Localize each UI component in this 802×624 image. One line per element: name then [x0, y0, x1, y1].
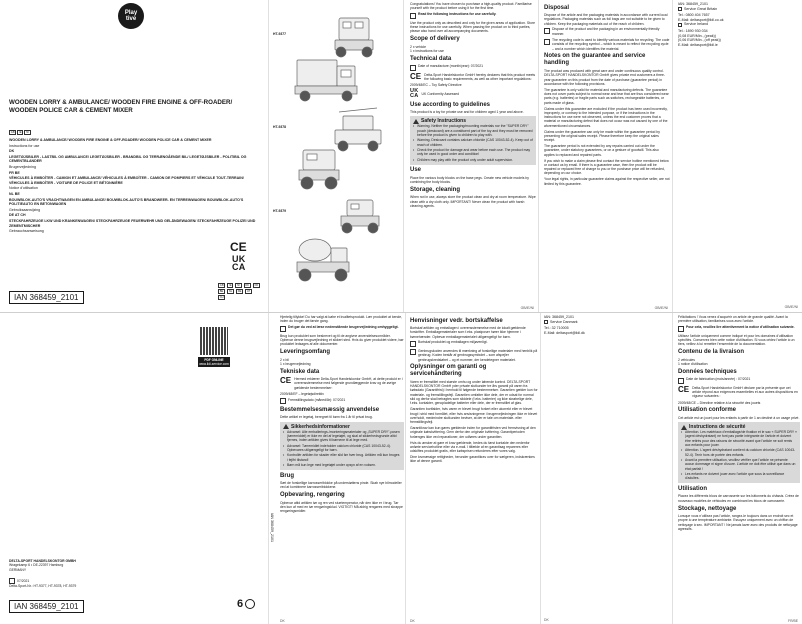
lang-badge: GB [10, 131, 15, 134]
model-label-1: HT-9377 [273, 32, 287, 36]
page-number: DK [410, 618, 415, 623]
no-under-3-icon [245, 599, 255, 609]
en-panel-3: IAN: 368459_2101 Service Great Britain Tel.: 0800 404 7657 E-Mail: deltasport@lidl.co.uk Service Ireland Tel.: 1890 930 034 (0,08 EUR/Min., (peak)) (0,06 EUR/Min., (off peak)) E-Mail: deltasport@lidl.ie GB/IE/NI [678, 2, 798, 310]
factory-icon [280, 398, 286, 404]
page-number: DK [280, 618, 285, 623]
dk-panel-1: Hjertelig tillykke! Du har valgt at købe et kvalitetsprodukt. Lær produktet at kende, inden du bruger det første gang. Det gør du ved at læse nedenstående brugervejledning omhyggeligt. Brug kun produktet som beskrevet og til de angivne anvendelsesområder. Opbevar denne brugsvejledning et sikkert sted. Hvis du giver produktet videre, bør produktet ledsages af alle dokumenter. Leveringsomfang 2 x bil 1 x brugervejledning Tekniske data CE Hermed erklærer Delta-Sport Handelskontor GmbH, at dette produkt er i overensstemmelse med følgende grundlæggende krav og de øvrige gældende bestemmelser: 2009/48/EF – legetøjsdirektiv Fremstillingsdato (måned/år): 07/2021 Bestemmelsesmæssig anvendelse Dette artikel er legetøj, beregnet til børn fra 1 år til privat brug. Sikkerhedsinformationer • Advarsel: Alle emballerings-/monteringsmaterialer og „SUPER DRY"-posen (tørremiddel) er ikke en del af legetøjet, og skal af sikkerhedsgrunde altid fjernes, inden artiklen gives til børnene til at lege med. • Advarsel: Tørremidlet indeholder calcium chloride (CAS 10043-52-4). Opbevares utilgængeligt for børn. • Kontrollér artiklen for skader eller slid før hver brug. Artiklen må kun bruges i fejlfri tilstand! • Børn må kun lege med legetøjet under opsyn af en voksen. Brug Sæt de forskellige karrosseriblokke på understøttens pinde. Skab nye bilmodeller ved at kombinere karrosseriblokkene. Opbevaring, rengøring Opbevar altid artiklen tør og ren ved stuetemperatur, når den ikke er i brug. Tør den kun af med en tør rengøringsklud. VIGTIGT! Må aldrig rengøres med skrappe rengøringsmidler. DK [280, 313, 404, 624]
model-label-3: HT-9379 [273, 209, 287, 213]
service-icon [678, 7, 682, 11]
cover-title: WOODEN LORRY & AMBULANCE/ WOODEN FIRE ENGINE & OFF-ROADER/ WOODEN POLICE CAR & CEMENT MIXER [9, 99, 233, 114]
warning-icon [283, 424, 289, 429]
cover-ian: IAN 368459_2101 [9, 291, 84, 304]
vehicle-illustrations [269, 0, 403, 312]
cover-line: NL BE [9, 191, 20, 196]
page-number: GB/IE/NI [784, 305, 798, 310]
page-number: FR/BE [788, 618, 798, 623]
cover-line: Instructions for use [9, 143, 40, 148]
lorry-illustration [295, 60, 357, 101]
ukca-mark: UK CA [232, 254, 246, 272]
fr-panel-1: Félicitations ! Vous venez d'acquérir un article de grande qualité. Avant la première utilisation, familiarisez-vous avec l'article. Pour cela, veuillez lire attentivement la notice d'utilisation suivante. Utilisez l'article uniquement comme indiqué et pour les domaines d'utilisation spécifiés. Conservez bien cette notice d'utilisation. Si vous cédez l'article à un tiers, veillez à lui remettre l'ensemble de la documentation. Contenu de la livraison 2 véhicules 1 notice d'utilisation Données techniques Date de fabrication (mois/année) : 07/2021 CE Delta-Sport Handelskontor GmbH déclare par la présente que cet article répond aux exigences essentielles et aux autres dispositions en vigueur suivantes : 2009/48/CE – Directive relative à la sécurité des jouets Utilisation conforme Cet article est un jouet pour les enfants à partir de 1 an destiné à un usage privé. Instructions de sécurité • Attention. Les matériaux d'emballage/de fixation et le sac « SUPER DRY » (agent déshydratant) ne font pas partie intégrante de l'article et doivent être retirés pour des raisons de sécurité avant que l'article ne soit remis aux enfants pour jouer. • Attention. L'agent déshydratant contient du calcium chloride (CAS 10043-52-4). Tenir hors de portée des enfants. • Avant la première utilisation, veuillez vérifier que l'article ne présente aucun dommage ni signe d'usure. L'article ne doit être utilisé que dans un état parfait ! • Les enfants ne doivent jouer avec l'article que sous la surveillance d'adultes. Utilisation Placez les différents blocs de carrosserie sur les bâtonnets du châssis. Créez de nouveaux modèles de véhicules en combinant les blocs de carrosserie. Stockage, nettoyage Lorsque vous n'utilisez pas l'article, rangez-le toujours dans un endroit sec et propre à une température ambiante. Essuyez uniquement avec un chiffon de nettoyage à sec. IMPORTANT ! Ne jamais laver avec des produits de nettoyage agressifs. FR/BE [678, 313, 800, 624]
lang-badge: NI [237, 284, 240, 287]
cover-line: WOODEN LORRY & AMBULANCE/ WOODEN FIRE ENGINE & OFF-ROADER/ WOODEN POLICE CAR & CEMENT MIXER [9, 138, 212, 142]
book-icon [280, 326, 286, 332]
language-list [9, 138, 261, 235]
page-number: GB/IE/NI [654, 305, 668, 310]
cover-line: STECKFAHRZEUGE LKW UND KRANKENWAGEN/ STECKFAHRZEUGE FEUERWEHR UND GELÄNDEWAGEN/ STECKFAHRZEUGE POLIZEI UND ZEMENTMISCHER [9, 218, 256, 228]
cover-line: Notice d'utilisation [9, 186, 38, 191]
cover-line: LEGETØJSBILER - LASTBIL OG AMBULANCE/ LEGETØJSBILER - BRANDBIL OG TERRÆNGÅENDE BIL/ LEGETØJSBILER - POLITIBIL OG CEMENTBLANDER [9, 154, 247, 164]
products-panel [269, 0, 403, 312]
ambulance-illustration [335, 18, 373, 57]
cover-line: DK [9, 149, 15, 154]
page-number: DK [544, 618, 549, 623]
recycle-icon [410, 341, 416, 347]
ce-icon: CE [410, 71, 422, 81]
back-cover-panel [0, 313, 268, 624]
cover-line: Gebrauchsanweisung [9, 229, 44, 234]
warning-icon [413, 119, 419, 124]
fire-engine-illustration [335, 108, 381, 151]
lang-badge: DK [245, 284, 249, 287]
age-warning: 6 [237, 599, 255, 609]
ce-icon: CE [280, 376, 292, 386]
brand-logo: Play tive [118, 3, 144, 29]
book-icon [410, 13, 416, 19]
lang-badge: IE [229, 284, 232, 287]
safety-box: Instructions de sécurité • Attention. Les matériaux d'emballage/de fixation et le sac « SUPER DRY » (agent déshydratant) ne font pas partie intégrante de l'article et doivent être retirés pour des raisons de sécurité avant que l'article ne soit remis aux enfants pour jouer. • Attention. L'agent déshydratant contient du calcium chloride (CAS 10043-52-4). Tenir hors de portée des enfants. • Avant la première utilisation, veuillez vérifier que l'article ne présente aucun dommage ni signe d'usure. L'article ne doit être utilisé que dans un état parfait ! • Les enfants ne doivent jouer avec l'article que sous la surveillance d'adultes. [678, 422, 800, 483]
lang-badge: AT [246, 290, 251, 293]
scope-heading: Scope of delivery [410, 36, 460, 43]
qr-code [200, 327, 228, 355]
ce-icon: CE [678, 384, 690, 394]
lang-grid [218, 283, 262, 300]
lang-badge: GB [219, 284, 224, 287]
service-icon [544, 320, 548, 324]
recycle-code-icon [410, 349, 416, 355]
en-panel-1: Congratulations! You have chosen to purchase a high-quality product. Familiarise yourself with the product before using it for the first time. Read the following instructions for use carefully. Use the product only as described and only for the given areas of application. Store these instructions for use carefully. When passing the product on to third parties, please also hand over all accompanying documents. Scope of delivery 2 x vehicle 1 x instructions for use Technical data Date of manufacture (month/year): 07/2021 CE Delta-Sport Handelskontor GmbH hereby declares that this product meets the following basic requirements, as well as other important regulations: 2009/48/EC – Toy Safety Directive UK CA UK Conformity Assessed Use according to guidelines This product is a toy for private use and for children aged 1 year and above. Safety Instructions • Warning. Neither the packaging/mounting materials nor the "SUPER DRY" pouch (desiccant) are a constituent part of the toy and they must be removed before the product is given to children to play with. • Warning. Desiccant contains calcium chloride (CAS 10043-52-4). Keep out of reach of children. • Check the product for damage and wear before each use. The product may only be used in good order and condition! • Children may play with the product only under adult supervision. Use Place the various body blocks on the base pegs. Create new vehicle models by combining the body blocks. Storage, cleaning When not in use, always store the product clean and dry at room temperature. Wipe clean with a dry cloth only. IMPORTANT! Never clean the product with harsh cleaning agents. GB/IE/NI [410, 0, 536, 312]
lang-badge: CH [219, 296, 224, 299]
cover-line: Brugervejledning [9, 164, 36, 169]
book-icon [678, 326, 684, 332]
off-roader-illustration [299, 150, 339, 189]
address: DELTA-SPORT HANDELSKONTOR GMBH Wragekamp 6 • DE-22397 Hamburg GERMANY 07/2021 Delta-Sport-Nr.: HT-9377, HT-9378, HT-9379 [9, 559, 77, 589]
ukca-icon: UK CA [410, 88, 419, 100]
warning-icon [681, 425, 687, 430]
en-panel-2: Disposal Dispose of the article and the packaging materials in accordance with current local regulations. Packaging materials such as foil bags are not suitable to be given to children. Keep the packaging materials out of the reach of children. Dispose of the product and the packaging in an environmentally friendly manner. The recycling code is used to identify various materials for recycling. The code consists of the recycling symbol – which is meant to reflect the recycling cycle – and a number which identifies the material. Notes on the guarantee and service handling The product was produced with great care and under continuous quality control. DELTA-SPORT HANDELSKONTOR GmbH gives private end customers a three-year guarantee on this product from the date of purchase (guarantee period) in accordance with the following provisions. The guarantee is only valid for material and manufacturing defects. The guarantee does not cover parts subject to normal wear and tear that are thus considered wear parts (e.g. batteries) or fragile parts such as switches, rechargeable batteries, or parts made of glass. Claims under this guarantee are excluded if the product has been used incorrectly, improperly, or contrary to the intended purpose, or if the instructions in the instructions for use were not observed, unless the end customer proves that a material or manufacturing defect that does not occur was not caused by one of the aforementioned circumstances. Claims under the guarantee can only be made within the guarantee period by presenting the original sales receipt. Please therefore keep the original sales receipt. The guarantee period is not extended by any repairs carried out under the guarantee, under statutory guarantees, or on a gesture of goodwill. This also applies to replaced and repaired parts. If you wish to make a claim please first contact the service hotline mentioned below or contact us by email. If there is a guarantee case, then the product will be repaired or replaced free of charge to you or the purchase price will be refunded, depending on our choice. Your legal rights, in particular guarantee claims against the respective seller, are not limited by this guarantee. GB/IE/NI [544, 4, 670, 310]
factory-icon [410, 65, 416, 71]
ce-mark: CE [230, 240, 247, 254]
back-ian: IAN 368459_2101 [9, 600, 84, 613]
lang-badge: BE [219, 290, 224, 293]
lang-badge: IE [19, 131, 22, 134]
model-label-2: HT-9378 [273, 125, 287, 129]
cover-line: DE AT CH [9, 213, 26, 218]
bottom-sheet [0, 312, 802, 624]
safety-box: Sikkerhedsinformationer • Advarsel: Alle emballerings-/monteringsmaterialer og „SUPER DRY"-posen (tørremiddel) er ikke en del af legetøjet, og skal af sikkerhedsgrunde altid fjernes, inden artiklen gives til børnene til at lege med. • Advarsel: Tørremidlet indeholder calcium chloride (CAS 10043-52-4). Opbevares utilgængeligt for børn. • Kontrollér artiklen for skader eller slid før hver brug. Artiklen må kun bruges i fejlfri tilstand! • Børn må kun lege med legetøjet under opsyn af en voksen. [280, 422, 404, 470]
lang-badge: DE [237, 290, 242, 293]
recycle-code-icon [544, 39, 550, 45]
dk-panel-2: Henvisninger vedr. bortskaffelse Bortskaf artiklen og emballagen i overensstemmelse med de lokalt gældende forskrifter. Emballagematerialer som f.eks. plastposer hører ikke hjemme i børnehænder. Opbevar emballagematerialet utilgængeligt for børn. Bortskaf produktet og emballagen miljøvenligt. Genbrugskoden anvendes til mærkning af forskellige materialer med henblik på genbrug. Koden består af genbrugssymbolet – som afspejler genbrugskredsløbet – og et nummer, der kendetegner materialet. Oplysninger om garanti og servicehåndtering Varen er fremstillet med største omhu og under løbende kontrol. DELTA-SPORT HANDELSKONTOR GmbH yder private slutkunder tre års garanti på varen fra købsdato (Garantifrist) i henhold til følgende bestemmelser. Garantien gælder kun for materiale- og fremstillingsfejl. Garantien omfatter ikke dele, der er udsat for normal slid og derfor skal betragtes som sliddele (f.eks. batterier) og ikke skrøbelige dele, f.eks. kontakter, genopladelige batterier eller dele, der er fremstillet af glas. Garantien bortfalder, hvis varen er blevet brugt forkert eller ukorrekt eller er blevet brugt i strid med formålet, eller hvis anvisningerne i brugervejledningen ikke er blevet overholdt, medmindre slutkunden beviser, at der er tale om materiale- eller fremstillingsfejl. Garantikrav kan kun gøres gældende inden for garantifristen ved fremvisning af den originale købskvittering. Gem derfor den originale kvittering. Garantiperioden forlænges ikke ved reparationer, der udføres under garantien. Hvis du ønsker at gøre et krav gældende, bedes du først kontakte den nedenfor anførte servicehotline eller via e-mail. I tilfælde af en garantisag repareres eller udskiftes produktet gratis, eller købsprisen refunderes efter vores valg. Dine lovmæssige rettigheder, herunder garantikrav over for sælgeren, indskrænkes ikke af denne garanti. DK [410, 317, 538, 623]
cement-mixer-illustration [297, 239, 349, 281]
cover-line: VÉHICULES À EMBOÎTER - CAMION ET AMBULANCE/ VÉHICULES À EMBOÎTER - CAMION DE POMPIERS ET VÉHICULE TOUT-TERRAIN/ VÉHICULES À EMBOÎTER - VOITURE DE POLICE ET BÉTONNIÈRE [9, 176, 244, 185]
lang-badges [9, 130, 32, 135]
cover-line: BOUWBLOK-AUTO'S VRACHTWAGEN EN AMBULANCE/ BOUWBLOK-AUTO'S BRANDWEER- EN TERREINWAGEN/ BOUWBLOK-AUTO'S POLITIEAUTO EN BETONWAGEN [9, 197, 244, 207]
lang-badge: NL [228, 290, 233, 293]
dk-panel-3: IAN: 368459_2101 Service Danmark Tel.: 32 710005 E-Mail: deltasport@lidl.dk DK [544, 315, 585, 623]
tech-heading: Technical data [410, 55, 452, 62]
page-number: GB/IE/NI [520, 305, 534, 310]
cover-line: FR BE [9, 170, 20, 175]
cover-line: Gebruiksaanwijzing [9, 207, 41, 212]
factory-icon [678, 378, 684, 384]
safety-box: Safety Instructions • Warning. Neither the packaging/mounting materials nor the "SUPER DRY" pouch (desiccant) are a constituent part of the toy and they must be removed before the product is given to children to play with. • Warning. Desiccant contains calcium chloride (CAS 10043-52-4). Keep out of reach of children. • Check the product for damage and wear before each use. The product may only be used in good order and condition! • Children may play with the product only under adult supervision. [410, 116, 536, 164]
police-car-illustration [341, 200, 379, 233]
recycle-icon [544, 28, 550, 34]
lang-badge: NI [26, 131, 29, 134]
spine: IAN 368459_2101 [270, 513, 274, 542]
lang-badge: FR [254, 284, 259, 287]
service-icon [678, 23, 682, 27]
cover-panel [0, 0, 268, 312]
pdf-online-badge: PDF ONLINE www.lidl-service.com [199, 358, 229, 366]
